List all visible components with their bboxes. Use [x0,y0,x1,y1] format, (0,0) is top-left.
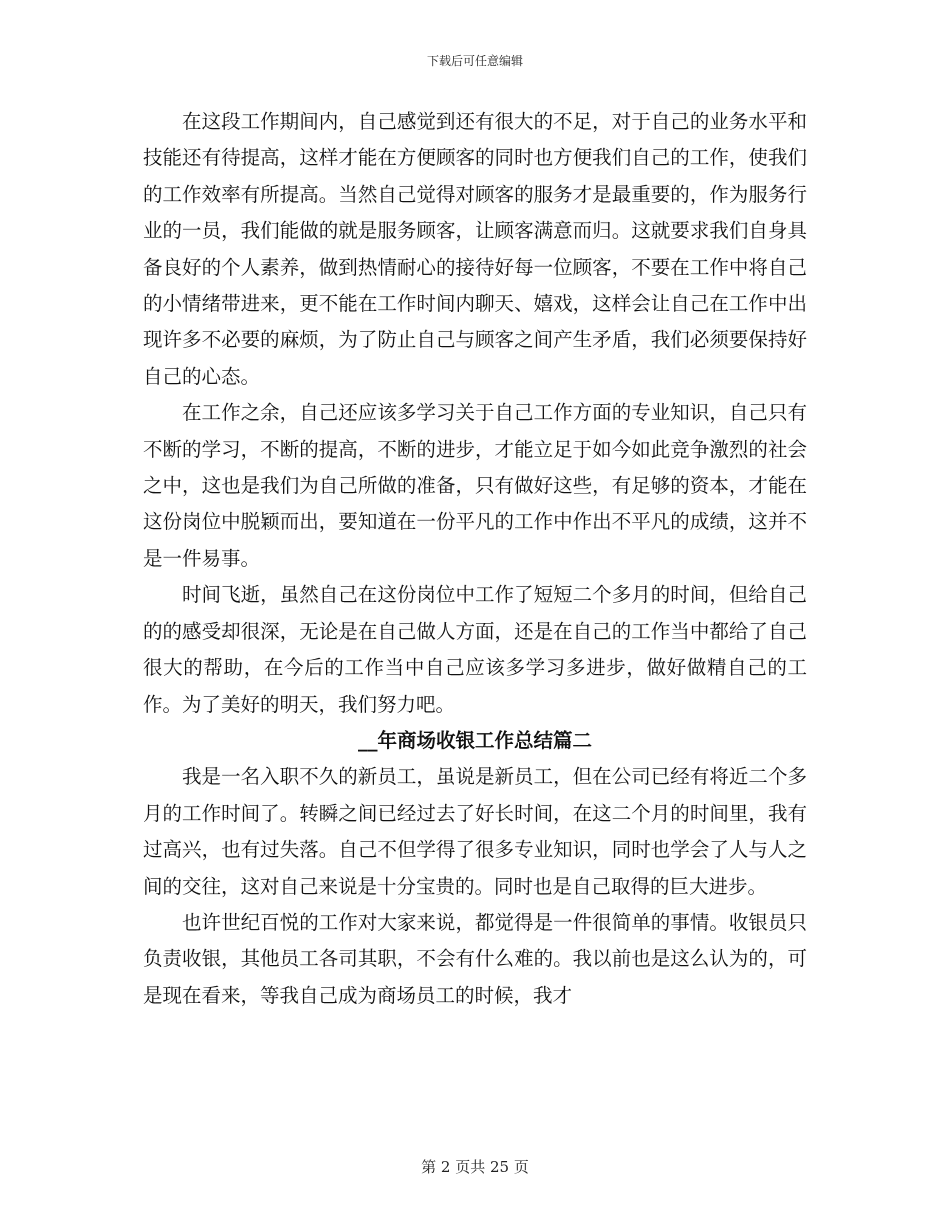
page-footer: 第 2 页共 25 页 [421,1158,529,1176]
body-paragraph: 在工作之余，自己还应该多学习关于自己工作方面的专业知识，自己只有不断的学习，不断的提高，不断的进步，才能立足于如今如此竞争激烈的社会之中，这也是我们为自己所做的准备，只有做好这些，有足够的资本，才能在这份岗位中脱颖而出，要知道在一份平凡的工作中作出不平凡的成绩，这并不是一件易事。 [143,401,807,570]
body-paragraph: 我是一名入职不久的新员工，虽说是新员工，但在公司已经有将近二个多月的工作时间了。转瞬之间已经过去了好长时间，在这二个月的时间里，我有过高兴，也有过失落。自己不但学得了很多专业知识，同时也学会了人与人之间的交往，这对自己来说是十分宝贵的。同时也是自己取得的巨大进步。 [143,765,807,898]
body-paragraph: 时间飞逝，虽然自己在这份岗位中工作了短短二个多月的时间，但给自己的的感受却很深，无论是在自己做人方面，还是在自己的工作当中都给了自己很大的帮助，在今后的工作当中自己应该多学习多进步，做好做精自己的工作。为了美好的明天，我们努力吧。 [143,583,807,716]
section-heading: __年商场收银工作总结篇二 [357,728,592,752]
page-header: 下载后可任意编辑 [426,54,523,68]
document-body [143,104,807,1014]
body-paragraph: 也许世纪百悦的工作对大家来说，都觉得是一件很简单的事情。收银员只负责收银，其他员工各司其职，不会有什么难的。我以前也是这么认为的，可是现在看来，等我自己成为商场员工的时候，我才 [143,910,807,1007]
body-paragraph: 在这段工作期间内，自己感觉到还有很大的不足，对于自己的业务水平和技能还有待提高，这样才能在方便顾客的同时也方便我们自己的工作，使我们的工作效率有所提高。当然自己觉得对顾客的服务才是最重要的，作为服务行业的一员，我们能做的就是服务顾客，让顾客满意而归。这就要求我们自身具备良好的个人素养，做到热情耐心的接待好每一位顾客，不要在工作中将自己的小情绪带进来，更不能在工作时间内聊天、嬉戏，这样会让自己在工作中出现许多不必要的麻烦，为了防止自己与顾客之间产生矛盾，我们必须要保持好自己的心态。 [143,110,807,388]
